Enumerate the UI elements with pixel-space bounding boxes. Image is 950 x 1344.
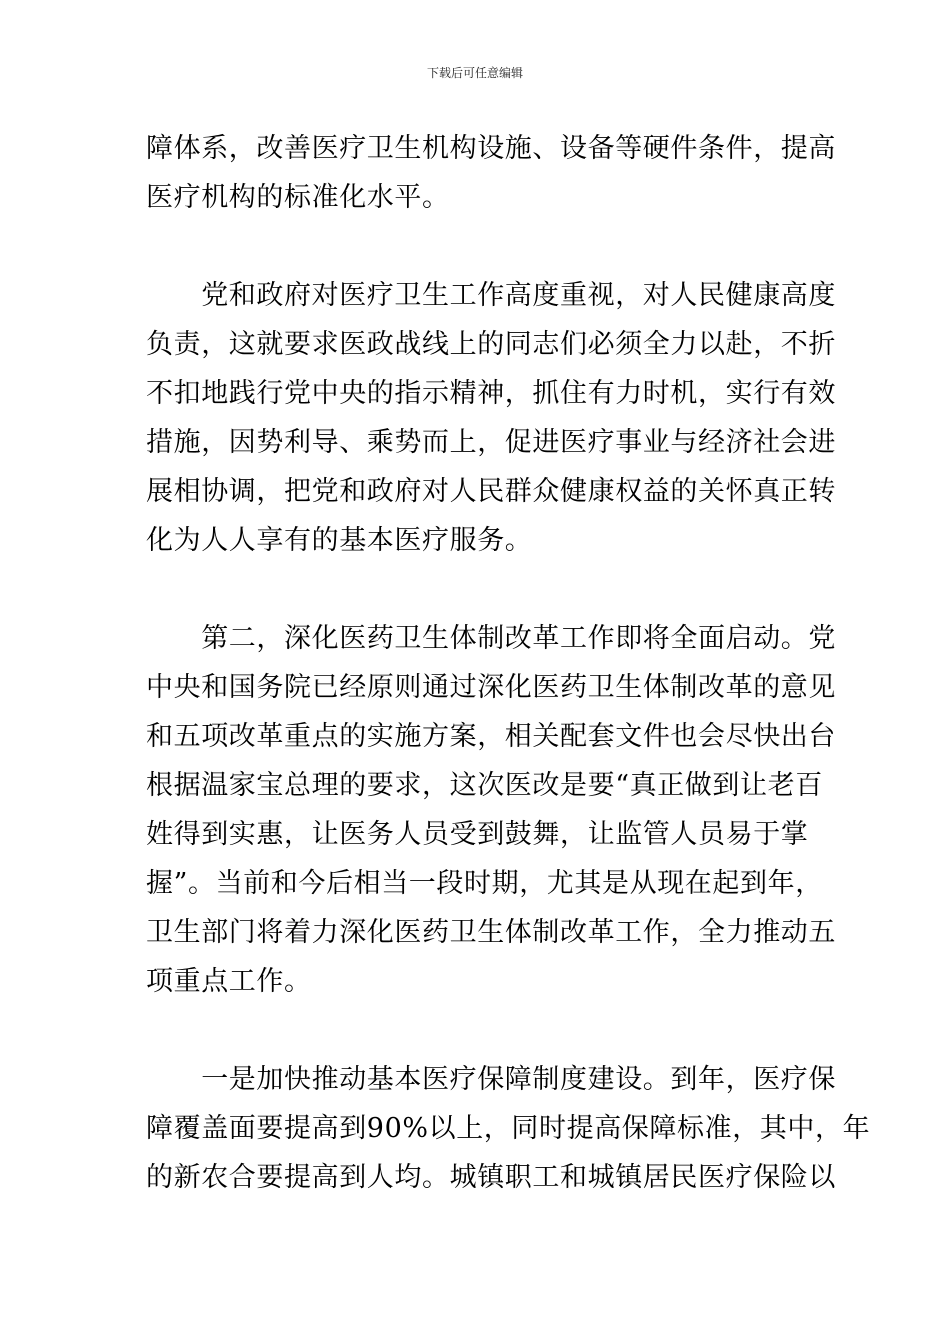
text-line: 一是加快推动基本医疗保障制度建设。到年，医疗保 [146,1064,836,1095]
text-line: 医疗机构的标准化水平。 [146,182,450,213]
text-line: 根据温家宝总理的要求，这次医改是要“真正做到让老百 [146,770,823,801]
text-line: 中央和国务院已经原则通过深化医药卫生体制改革的意见 [146,672,836,703]
paragraph-1 [146,124,836,222]
text-line: 握”。当前和今后相当一段时期，尤其是从现在起到年， [146,868,823,899]
paragraph-gap [146,565,810,614]
paragraph-gap [146,222,810,271]
text-line: 姓得到实惠，让医务人员受到鼓舞，让监管人员易于掌 [146,819,809,850]
text-line: 第二，深化医药卫生体制改革工作即将全面启动。党 [146,623,836,654]
text-line: 障体系，改善医疗卫生机构设施、设备等硬件条件，提高 [146,133,836,164]
text-line: 展相协调，把党和政府对人民群众健康权益的关怀真正转 [146,476,836,507]
text-line: 障覆盖面要提高到90%以上，同时提高保障标准，其中，年 [146,1113,871,1144]
paragraph-4 [146,1055,871,1202]
text-line: 卫生部门将着力深化医药卫生体制改革工作，全力推动五 [146,917,836,948]
text-line: 和五项改革重点的实施方案，相关配套文件也会尽快出台 [146,721,836,752]
paragraph-3 [146,614,836,1006]
document-body [146,124,871,1202]
paragraph-2 [146,271,836,565]
page-header: 下载后可任意编辑 [426,66,523,80]
text-line: 负责，这就要求医政战线上的同志们必须全力以赴，不折 [146,329,836,360]
text-line: 党和政府对医疗卫生工作高度重视，对人民健康高度 [146,280,836,311]
paragraph-gap [146,1006,810,1055]
text-line: 项重点工作。 [146,966,312,997]
text-line: 化为人人享有的基本医疗服务。 [146,525,533,556]
text-line: 不扣地践行党中央的指示精神，抓住有力时机，实行有效 [146,378,836,409]
text-line: 措施，因势利导、乘势而上，促进医疗事业与经济社会进 [146,427,836,458]
text-line: 的新农合要提高到人均。城镇职工和城镇居民医疗保险以 [146,1162,836,1193]
